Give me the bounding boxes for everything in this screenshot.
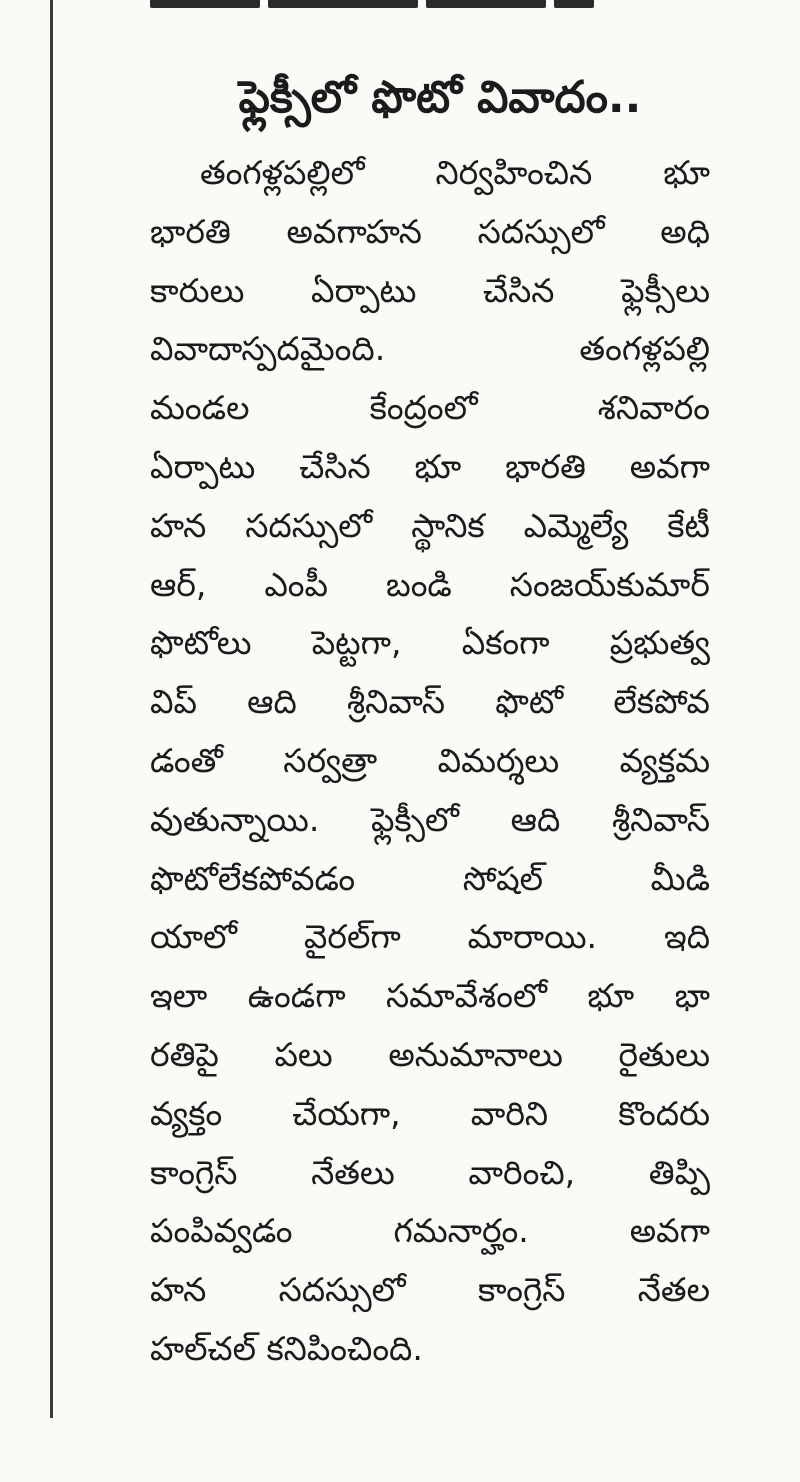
article-body-line: మండల కేంద్రంలో శనివారం <box>150 388 710 428</box>
article-body-line: ఇలా ఉండగా సమావేశంలో భూ భా <box>150 976 710 1016</box>
article-body-line: ఏర్పాటు చేసిన భూ భారతి అవగా <box>150 446 710 486</box>
article-body-line: భారతి అవగాహన సదస్సులో అధి <box>150 211 710 251</box>
article-body-line: కారులు ఏర్పాటు చేసిన ఫ్లెక్సీలు <box>150 270 710 310</box>
article-body-line: విప్ ఆది శ్రీనివాస్ ఫొటో లేకపోవ <box>150 682 710 722</box>
article-body-line: యాలో వైరల్‌గా మారాయి. ఇది <box>150 917 710 957</box>
cropped-previous-text <box>150 0 620 8</box>
article-body <box>150 144 710 1379</box>
article-body-line: వివాదాస్పదమైంది. తంగళ్లపల్లి <box>150 329 710 369</box>
article-body-line: కాంగ్రెస్ నేతలు వారించి, తిప్పి <box>150 1152 710 1192</box>
article-body-line: హన సదస్సులో స్థానిక ఎమ్మెల్యే కేటీ <box>150 505 710 545</box>
article-body-line: వ్యక్తం చేయగా, వారిని కొందరు <box>150 1093 710 1133</box>
article-body-line: ఫొటోలు పెట్టగా, ఏకంగా ప్రభుత్వ <box>150 623 710 663</box>
article-body-line: ఫొటోలేకపోవడం సోషల్ మీడి <box>150 858 710 898</box>
article-body-line: ఆర్, ఎంపీ బండి సంజయ్‌కుమార్ <box>150 564 710 604</box>
article-body-line: తంగళ్లపల్లిలో నిర్వహించిన భూ <box>200 153 710 192</box>
news-article <box>150 52 710 1379</box>
article-headline: ఫ్లెక్సీలో ఫొటో వివాదం.. <box>238 72 642 123</box>
article-body-line: రతిపై పలు అనుమానాలు రైతులు <box>150 1034 710 1074</box>
article-body-line: హన సదస్సులో కాంగ్రెస్ నేతల <box>150 1270 710 1310</box>
column-divider <box>50 0 53 1418</box>
article-body-line: వుతున్నాయి. ఫ్లెక్సీలో ఆది శ్రీనివాస్ <box>150 799 710 839</box>
article-body-line: డంతో సర్వత్రా విమర్శలు వ్యక్తమ <box>150 740 710 780</box>
article-body-line: హల్‌చల్ కనిపించింది. <box>150 1328 423 1368</box>
article-body-line: పంపివ్వడం గమనార్హం. అవగా <box>150 1211 710 1251</box>
